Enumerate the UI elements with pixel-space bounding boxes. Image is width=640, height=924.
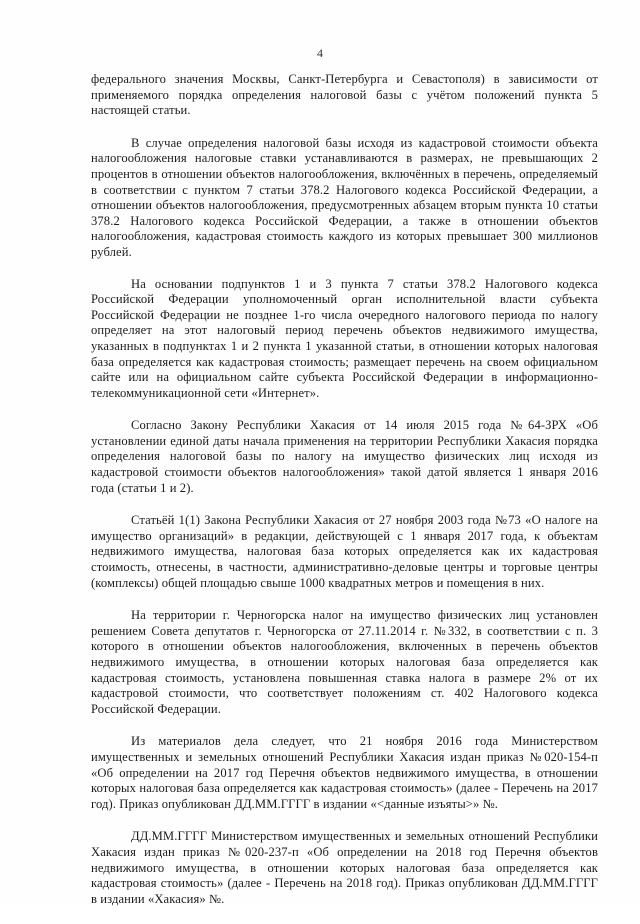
paragraph-8: ДД.ММ.ГГГГ Министерством имущественных и земельных отношений Республики Хакасия издан приказ №020-237-п «Об определении на 2018 год Перечня объектов недвижимого имущества, в отношении которых налоговая база определяется как кадастровая стоимость» (далее - Перечень на 2018 год). Приказ опубликован ДД.ММ.ГГГГ в издании «Хакасия» №. xyxy=(91,829,598,906)
paragraph-6: На территории г. Черногорска налог на имущество физических лиц установлен решением Совета депутатов г. Черногорска от 27.11.2014 г. №332, в соответствии с п. 3 которого в отношении объектов налогообложения, включенных в перечень объектов недвижимого имущества, в отношении которых налоговая база определяется как кадастровая стоимость, установлена повышенная ставка налога в размере 2% от их кадастровой стоимости, что соответствует положениям ст. 402 Налогового кодекса Российской Федерации. xyxy=(91,608,598,716)
paragraph-7: Из материалов дела следует, что 21 ноября 2016 года Министерством имущественных и земельных отношений Республики Хакасия издан приказ №020-154-п «Об определении на 2017 год Перечня объектов недвижимого имущества, в отношении которых налоговая база определяется как кадастровая стоимость» (далее - Перечень на 2017 год). Приказ опубликован ДД.ММ.ГГГГ в издании «<данные изъяты>» №. xyxy=(91,734,598,811)
page-number: 4 xyxy=(317,46,323,60)
paragraph-4: Согласно Закону Республики Хакасия от 14 июля 2015 года №64-ЗРХ «Об установлении единой даты начала применения на территории Республики Хакасия порядка определения налоговой базы по налогу на имущество физических лиц исходя из кадастровой стоимости объектов налогообложения» такой датой является 1 января 2016 года (статьи 1 и 2). xyxy=(91,418,598,495)
paragraph-2: В случае определения налоговой базы исходя из кадастровой стоимости объекта налогообложения налоговые ставки устанавливаются в размерах, не превышающих 2 процентов в отношении объектов налогообложения, включённых в перечень, определяемый в соответствии с пунктом 7 статьи 378.2 Налогового кодекса Российской Федерации, а отношении объектов налогообложения, предусмотренных абзацем вторым пункта 10 статьи 378.2 Налогового кодекса Российской Федерации, а также в отношении объектов налогообложения, кадастровая стоимость каждого из которых превышает 300 миллионов рублей. xyxy=(91,135,598,259)
document-body xyxy=(91,72,598,924)
paragraph-5: Статьёй 1(1) Закона Республики Хакасия от 27 ноября 2003 года №73 «О налоге на имущество организаций» в редакции, действующей с 1 января 2017 года, к объектам недвижимого имущества, налоговая база которых определяется как их кадастровая стоимость, отнесены, в частности, административно-деловые центры и торговые центры (комплексы) общей площадью свыше 1000 квадратных метров и помещения в них. xyxy=(91,513,598,590)
paragraph-1: федерального значения Москвы, Санкт-Петербурга и Севастополя) в зависимости от применяемого порядка определения налоговой базы с учётом положений пункта 5 настоящей статьи. xyxy=(91,72,598,118)
paragraph-3: На основании подпунктов 1 и 3 пункта 7 статьи 378.2 Налогового кодекса Российской Федерации уполномоченный орган исполнительной власти субъекта Российской Федерации не позднее 1-го числа очередного налогового периода по налогу определяет на этот налоговый период перечень объектов недвижимого имущества, указанных в подпунктах 1 и 2 пункта 1 указанной статьи, в отношении которых налоговая база определяется как кадастровая стоимость; размещает перечень на своем официальном сайте или на официальном сайте субъекта Российской Федерации в информационно-телекоммуникационной сети «Интернет». xyxy=(91,276,598,400)
